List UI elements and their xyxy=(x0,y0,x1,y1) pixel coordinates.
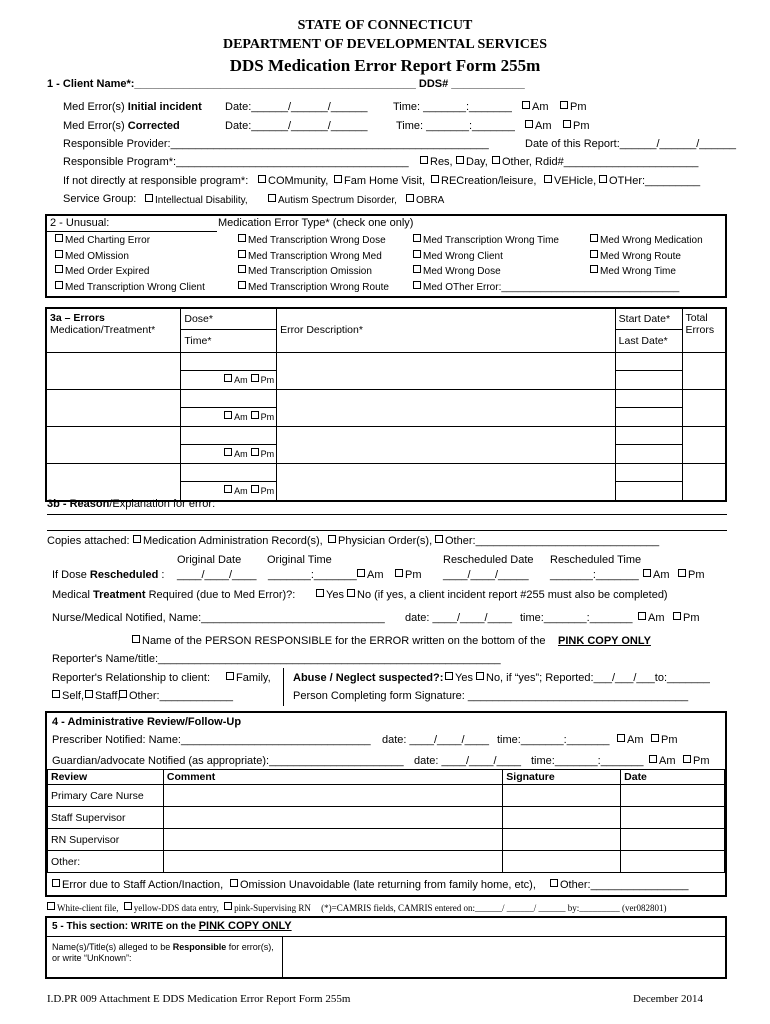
reason-line-2[interactable] xyxy=(47,530,727,531)
program-day-option[interactable]: Day, xyxy=(456,156,488,168)
distribution-line: White-client file, yellow-DDS data entry, pink-Supervising RN (*)=CAMRIS fields, CAMRIS entered on:______/ ______/ ______ by:_________ (ver082801) xyxy=(47,902,666,913)
error-row xyxy=(46,389,726,426)
relationship-self-option[interactable]: Self, xyxy=(52,690,84,702)
checkbox-icon xyxy=(617,734,625,742)
checkbox-icon xyxy=(643,569,651,577)
error-row xyxy=(46,463,726,501)
date-cell[interactable] xyxy=(621,851,725,873)
corrected-pm-option[interactable]: Pm xyxy=(563,120,590,132)
date-header: Date xyxy=(621,770,725,785)
checkbox-icon xyxy=(431,175,439,183)
pink-copy-label: PINK COPY ONLY xyxy=(558,635,651,647)
checkbox-icon xyxy=(651,734,659,742)
checkbox-icon xyxy=(357,569,365,577)
initial-incident-label: Med Error(s) Initial incident xyxy=(63,101,202,113)
original-time-header: Original Time xyxy=(267,554,332,566)
checkbox-icon xyxy=(456,156,464,164)
checkbox-icon xyxy=(55,250,63,258)
prescriber-notified-field[interactable]: Prescriber Notified: Name:_______________________________ xyxy=(52,734,371,746)
responsible-program-field[interactable]: Responsible Program*:______________________________________ xyxy=(63,156,409,168)
prescriber-pm-option[interactable]: Pm xyxy=(651,734,678,746)
description-cell[interactable] xyxy=(277,352,616,389)
signature-field[interactable]: Person Completing form Signature: ____________________________________ xyxy=(293,690,689,702)
rescheduled-am-option[interactable]: Am xyxy=(643,569,670,581)
checkbox-icon xyxy=(238,250,246,258)
error-type-option[interactable]: Med Wrong Medication xyxy=(590,234,703,246)
error-type-label: Medication Error Type* (check one only) xyxy=(218,217,414,229)
dose-time-cell[interactable] xyxy=(181,389,277,426)
checkbox-icon xyxy=(224,448,232,456)
error-type-option[interactable]: Med Charting Error xyxy=(55,234,150,246)
location-recreation-option[interactable]: RECreation/leisure, xyxy=(431,175,536,187)
reporter-divider xyxy=(283,668,284,706)
initial-date-field[interactable]: Date:______/______/______ xyxy=(225,101,368,113)
form-title: DDS Medication Error Report Form 255m xyxy=(229,56,541,75)
error-type-option[interactable]: Med OTher Error:________________________________ xyxy=(413,281,679,293)
checkbox-icon xyxy=(85,690,93,698)
copy-mar-option[interactable]: Medication Administration Record(s), xyxy=(133,535,323,547)
checkbox-icon xyxy=(224,485,232,493)
checkbox-icon xyxy=(238,265,246,273)
dates-cell[interactable] xyxy=(615,352,682,389)
prescriber-time-field[interactable]: time:_______:_______ xyxy=(497,734,610,746)
error-type-option[interactable]: Med Wrong Client xyxy=(413,250,503,262)
checkbox-icon xyxy=(52,879,60,887)
relationship-other-option[interactable]: Other:____________ xyxy=(119,690,233,702)
error-type-option[interactable]: Med Wrong Route xyxy=(590,250,681,262)
total-cell[interactable] xyxy=(682,352,726,389)
time-ampm[interactable]: Am Pm xyxy=(181,445,276,463)
signature-cell[interactable] xyxy=(503,807,621,829)
signature-cell[interactable] xyxy=(503,829,621,851)
checkbox-icon xyxy=(258,175,266,183)
abuse-label: Abuse / Neglect suspected?: xyxy=(293,672,444,684)
initial-am-option[interactable]: Am xyxy=(522,101,549,113)
relationship-label: Reporter's Relationship to client: xyxy=(52,672,211,684)
checkbox-icon xyxy=(638,612,646,620)
section-5-rule xyxy=(47,936,725,937)
signature-header: Signature xyxy=(503,770,621,785)
person-responsible-option[interactable]: Name of the PERSON RESPONSIBLE for the ERROR written on the bottom of the xyxy=(132,635,546,647)
error-type-option[interactable]: Med Transcription Wrong Dose xyxy=(238,234,386,246)
total-cell[interactable] xyxy=(682,426,726,463)
checkbox-icon xyxy=(544,175,552,183)
responsible-name-label: Name(s)/Title(s) alleged to be Responsible for error(s), or write “UnKnown”: xyxy=(52,942,274,963)
initial-time-field[interactable]: Time: _______:_______ xyxy=(393,101,512,113)
checkbox-icon xyxy=(420,156,428,164)
checkbox-icon xyxy=(52,690,60,698)
date-cell[interactable] xyxy=(621,807,725,829)
guardian-notified-field[interactable]: Guardian/advocate Notified (as appropriate):______________________ xyxy=(52,755,404,767)
original-date-field[interactable]: ____/____/____ xyxy=(177,569,257,581)
rescheduled-time-field[interactable]: _______:_______ xyxy=(550,569,639,581)
corrected-date-field[interactable]: Date:______/______/______ xyxy=(225,120,368,132)
last-date-input[interactable] xyxy=(616,445,682,463)
dates-cell[interactable] xyxy=(615,463,682,501)
program-other-option[interactable]: Other, Rdid#______________________ xyxy=(492,156,698,168)
error-type-option[interactable]: Med Transcription Omission xyxy=(238,265,372,277)
section-2-title: 2 - Unusual: xyxy=(50,217,110,229)
service-group-autism-option[interactable]: Autism Spectrum Disorder, xyxy=(268,194,397,206)
start-date-input[interactable] xyxy=(616,427,682,445)
review-role: Other: xyxy=(48,851,164,873)
total-cell[interactable] xyxy=(682,389,726,426)
checkbox-icon xyxy=(599,175,607,183)
checkbox-icon xyxy=(590,265,598,273)
guardian-date-field[interactable]: date: ____/____/____ xyxy=(414,755,522,767)
header-state: STATE OF CONNECTICUT xyxy=(297,18,473,33)
original-pm-option[interactable]: Pm xyxy=(395,569,422,581)
col-header-total: Total Errors xyxy=(682,308,726,352)
responsible-provider-field[interactable]: Responsible Provider:____________________________________________________ xyxy=(63,138,489,150)
client-name-field[interactable]: 1 - Client Name*:______________________________________________ DDS# ____________ xyxy=(47,78,525,90)
dose-input[interactable] xyxy=(181,427,276,445)
signature-cell[interactable] xyxy=(503,851,621,873)
checkbox-icon xyxy=(251,411,259,419)
checkbox-icon xyxy=(413,250,421,258)
checkbox-icon xyxy=(395,569,403,577)
service-group-label: Service Group: xyxy=(63,193,137,205)
report-date-field[interactable]: Date of this Report:______/______/______ xyxy=(525,138,736,150)
errors-table xyxy=(45,307,727,502)
start-date-input[interactable] xyxy=(616,390,682,408)
medication-cell[interactable] xyxy=(46,352,181,389)
dose-time-cell[interactable] xyxy=(181,463,277,501)
checkbox-icon xyxy=(251,374,259,382)
location-other-option[interactable]: OTHer:_________ xyxy=(599,175,700,187)
checkbox-icon xyxy=(224,374,232,382)
medical-treatment-label: Medical Treatment Required (due to Med Error)?: xyxy=(52,589,296,601)
error-type-option[interactable]: Med OMission xyxy=(55,250,129,262)
location-fam-home-option[interactable]: Fam Home Visit, xyxy=(334,175,425,187)
comment-cell[interactable] xyxy=(163,807,502,829)
footer-form-id: I.D.PR 009 Attachment E DDS Medication Error Report Form 255m xyxy=(47,993,351,1005)
medication-cell[interactable] xyxy=(46,463,181,501)
checkbox-icon xyxy=(119,690,127,698)
error-row xyxy=(46,426,726,463)
time-ampm[interactable]: Am Pm xyxy=(181,371,276,389)
checkbox-icon xyxy=(328,535,336,543)
corrected-time-field[interactable]: Time: _______:_______ xyxy=(396,120,515,132)
last-date-input[interactable] xyxy=(616,371,682,389)
nurse-date-field[interactable]: date: ____/____/____ xyxy=(405,612,513,624)
section-4-title: 4 - Administrative Review/Follow-Up xyxy=(52,716,242,728)
error-type-option[interactable]: Med Wrong Time xyxy=(590,265,676,277)
checkbox-icon xyxy=(132,635,140,643)
medication-cell[interactable] xyxy=(46,426,181,463)
error-other-option[interactable]: Other:________________ xyxy=(550,879,688,891)
nurse-am-option[interactable]: Am xyxy=(638,612,665,624)
last-date-input[interactable] xyxy=(616,408,682,426)
service-group-obra-option[interactable]: OBRA xyxy=(406,194,444,206)
checkbox-icon xyxy=(224,902,232,910)
col-header-medication: 3a – Errors Medication/Treatment* xyxy=(46,308,181,352)
checkbox-icon xyxy=(347,589,355,597)
start-date-input[interactable] xyxy=(616,353,682,371)
reporter-name-field[interactable]: Reporter's Name/title:________________________________________________________ xyxy=(52,653,501,665)
staff-action-option[interactable]: Error due to Staff Action/Inaction, xyxy=(52,879,223,891)
error-row xyxy=(46,352,726,389)
checkbox-icon xyxy=(238,234,246,242)
checkbox-icon xyxy=(563,120,571,128)
dose-input[interactable] xyxy=(181,464,276,482)
checkbox-icon xyxy=(413,281,421,289)
prescriber-date-field[interactable]: date: ____/____/____ xyxy=(382,734,490,746)
copy-physician-option[interactable]: Physician Order(s), xyxy=(328,535,432,547)
dose-input[interactable] xyxy=(181,390,276,408)
treatment-yes-option[interactable]: Yes xyxy=(316,589,344,601)
corrected-label: Med Error(s) Corrected xyxy=(63,120,180,132)
dates-cell[interactable] xyxy=(615,389,682,426)
checkbox-icon xyxy=(268,194,276,202)
service-group-id-option[interactable]: Intellectual Disability, xyxy=(145,194,248,206)
reason-line-1[interactable] xyxy=(47,514,727,515)
checkbox-icon xyxy=(55,234,63,242)
corrected-am-option[interactable]: Am xyxy=(525,120,552,132)
checkbox-icon xyxy=(413,265,421,273)
checkbox-icon xyxy=(133,535,141,543)
error-type-option[interactable]: Med Transcription Wrong Med xyxy=(238,250,382,262)
review-role: Staff Supervisor xyxy=(48,807,164,829)
dates-cell[interactable] xyxy=(615,426,682,463)
checkbox-icon xyxy=(224,411,232,419)
guardian-time-field[interactable]: time:_______:_______ xyxy=(531,755,644,767)
relationship-family-option[interactable]: Family, xyxy=(226,672,271,684)
checkbox-icon xyxy=(590,250,598,258)
treatment-no-option[interactable]: No (if yes, a client incident report #255 must also be completed) xyxy=(347,589,668,601)
comment-cell[interactable] xyxy=(163,785,502,807)
review-table xyxy=(47,769,725,873)
dose-input[interactable] xyxy=(181,353,276,371)
error-type-option[interactable]: Med Transcription Wrong Route xyxy=(238,281,389,293)
review-header: Review xyxy=(48,770,164,785)
checkbox-icon xyxy=(590,234,598,242)
description-cell[interactable] xyxy=(277,389,616,426)
not-direct-label: If not directly at responsible program*: xyxy=(63,175,249,187)
checkbox-icon xyxy=(673,612,681,620)
checkbox-icon xyxy=(55,281,63,289)
guardian-am-option[interactable]: Am xyxy=(649,755,676,767)
location-community-option[interactable]: COMmunity, xyxy=(258,175,328,187)
error-type-option[interactable]: Med Transcription Wrong Client xyxy=(55,281,205,293)
checkbox-icon xyxy=(435,535,443,543)
comment-cell[interactable] xyxy=(163,829,502,851)
checkbox-icon xyxy=(47,902,55,910)
col-header-dose-time: Dose* Time* xyxy=(181,308,277,352)
checkbox-icon xyxy=(683,755,691,763)
rescheduled-time-header: Rescheduled Time xyxy=(550,554,642,566)
checkbox-icon xyxy=(525,120,533,128)
responsible-name-input[interactable] xyxy=(284,938,724,976)
original-am-option[interactable]: Am xyxy=(357,569,384,581)
guardian-pm-option[interactable]: Pm xyxy=(683,755,710,767)
header-department: DEPARTMENT OF DEVELOPMENTAL SERVICES xyxy=(222,37,548,52)
checkbox-icon xyxy=(406,194,414,202)
medication-cell[interactable] xyxy=(46,389,181,426)
checkbox-icon xyxy=(334,175,342,183)
if-dose-rescheduled-label: If Dose Rescheduled : xyxy=(52,569,165,581)
checkbox-icon xyxy=(678,569,686,577)
checkbox-icon xyxy=(492,156,500,164)
comment-cell[interactable] xyxy=(163,851,502,873)
date-cell[interactable] xyxy=(621,785,725,807)
error-type-option[interactable]: Med Wrong Dose xyxy=(413,265,501,277)
col-header-dates: Start Date* Last Date* xyxy=(615,308,682,352)
review-role: RN Supervisor xyxy=(48,829,164,851)
checkbox-icon xyxy=(445,672,453,680)
checkbox-icon xyxy=(226,672,234,680)
nurse-pm-option[interactable]: Pm xyxy=(673,612,700,624)
rescheduled-date-field[interactable]: ____/____/_____ xyxy=(443,569,529,581)
omission-unavoidable-option[interactable]: Omission Unavoidable (late returning from family home, etc), xyxy=(230,879,536,891)
checkbox-icon xyxy=(251,485,259,493)
copy-other-option[interactable]: Other:______________________________ xyxy=(435,535,659,547)
checkbox-icon xyxy=(522,101,530,109)
review-row xyxy=(48,829,725,851)
checkbox-icon xyxy=(413,234,421,242)
signature-cell[interactable] xyxy=(503,785,621,807)
dose-time-cell[interactable] xyxy=(181,352,277,389)
relationship-staff-option[interactable]: Staff, xyxy=(85,690,120,702)
checkbox-icon xyxy=(145,194,153,202)
last-date-input[interactable] xyxy=(616,482,682,500)
review-row xyxy=(48,807,725,829)
dose-time-cell[interactable] xyxy=(181,426,277,463)
review-row xyxy=(48,851,725,873)
section-5-divider xyxy=(282,937,283,977)
comment-header: Comment xyxy=(163,770,502,785)
checkbox-icon xyxy=(55,265,63,273)
error-type-option[interactable]: Med Order Expired xyxy=(55,265,149,277)
copies-attached-label: Copies attached: xyxy=(47,535,130,547)
checkbox-icon xyxy=(316,589,324,597)
checkbox-icon xyxy=(238,281,246,289)
checkbox-icon xyxy=(230,879,238,887)
checkbox-icon xyxy=(476,672,484,680)
location-vehicle-option[interactable]: VEHicle, xyxy=(544,175,596,187)
abuse-no-option[interactable]: No, if “yes”; Reported:___/___/___to:_______ xyxy=(476,672,710,684)
total-cell[interactable] xyxy=(682,463,726,501)
section-5-title: 5 - This section: WRITE on the PINK COPY ONLY xyxy=(52,920,292,932)
time-ampm[interactable]: Am Pm xyxy=(181,408,276,426)
rescheduled-date-header: Rescheduled Date xyxy=(443,554,534,566)
description-cell[interactable] xyxy=(277,463,616,501)
checkbox-icon xyxy=(649,755,657,763)
start-date-input[interactable] xyxy=(616,464,682,482)
review-role: Primary Care Nurse xyxy=(48,785,164,807)
footer-date: December 2014 xyxy=(633,993,703,1005)
description-cell[interactable] xyxy=(277,426,616,463)
date-cell[interactable] xyxy=(621,829,725,851)
checkbox-icon xyxy=(251,448,259,456)
error-type-option[interactable]: Med Transcription Wrong Time xyxy=(413,234,559,246)
checkbox-icon xyxy=(124,902,132,910)
nurse-time-field[interactable]: time:_______:_______ xyxy=(520,612,633,624)
section-2-title-rule xyxy=(47,231,217,232)
checkbox-icon xyxy=(550,879,558,887)
rescheduled-pm-option[interactable]: Pm xyxy=(678,569,705,581)
abuse-yes-option[interactable]: Yes xyxy=(445,672,473,684)
nurse-notified-field[interactable]: Nurse/Medical Notified, Name:______________________________ xyxy=(52,612,385,624)
reason-label: 3b - Reason/Explanation for error: xyxy=(47,498,216,510)
review-row xyxy=(48,785,725,807)
time-ampm[interactable]: Am Pm xyxy=(181,482,276,500)
program-res-option[interactable]: Res, xyxy=(420,156,453,168)
col-header-description: Error Description* xyxy=(277,308,616,352)
initial-pm-option[interactable]: Pm xyxy=(560,101,587,113)
original-time-field[interactable]: _______:_______ xyxy=(268,569,357,581)
checkbox-icon xyxy=(560,101,568,109)
original-date-header: Original Date xyxy=(177,554,242,566)
prescriber-am-option[interactable]: Am xyxy=(617,734,644,746)
